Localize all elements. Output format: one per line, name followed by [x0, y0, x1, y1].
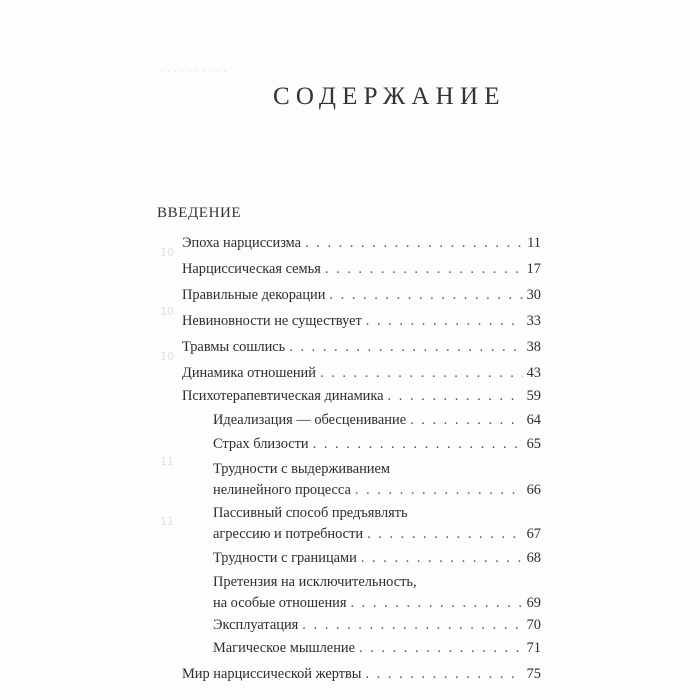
show-through-text: 10	[160, 350, 174, 363]
dot-leader	[361, 548, 523, 569]
toc-entry-title: Идеализация — обесценивание	[213, 412, 407, 428]
toc-entry-title: Эксплуатация	[213, 617, 299, 633]
toc-subentry[interactable]	[213, 548, 541, 569]
toc-entry[interactable]	[182, 386, 541, 407]
toc-entry-title: Страх близости	[213, 436, 309, 452]
toc-entry-page: 70	[526, 617, 541, 633]
dot-leader	[320, 363, 523, 384]
toc-entry-title: Нарциссическая семья	[182, 261, 321, 277]
dot-leader	[329, 285, 522, 306]
toc-entry-title: на особые отношения	[213, 595, 347, 611]
show-through-text: 11	[160, 455, 174, 468]
toc-entry[interactable]	[182, 311, 541, 332]
toc-entry-page: 65	[526, 436, 541, 452]
toc-entry-title: Невиновности не существует	[182, 313, 362, 329]
toc-entry-title: Динамика отношений	[182, 365, 316, 381]
toc-entry-page: 66	[526, 482, 541, 498]
dot-leader	[305, 233, 523, 254]
toc-subentry[interactable]	[213, 459, 541, 501]
toc-subentry[interactable]	[213, 615, 541, 636]
toc-subentry[interactable]	[213, 638, 541, 659]
toc-entry-title: нелинейного процесса	[213, 482, 351, 498]
toc-entry[interactable]	[182, 363, 541, 384]
toc-entry-page: 11	[527, 235, 541, 251]
page-title: СОДЕРЖАНИЕ	[273, 83, 506, 110]
toc-subentry[interactable]	[213, 410, 541, 431]
toc-entry-page: 33	[526, 313, 541, 329]
section-heading: ВВЕДЕНИЕ	[157, 205, 242, 221]
toc-entry-page: 68	[526, 550, 541, 566]
toc-entry[interactable]	[182, 285, 541, 306]
toc-entry-page: 38	[526, 339, 541, 355]
dot-leader	[313, 434, 523, 455]
toc-subentry[interactable]	[213, 503, 541, 545]
dot-leader	[302, 615, 522, 636]
toc-subentry[interactable]	[213, 434, 541, 455]
dot-leader	[367, 524, 523, 545]
dot-leader	[350, 593, 522, 614]
toc-entry-page: 75	[526, 666, 541, 682]
toc-entry-title: агрессию и потребности	[213, 526, 364, 542]
toc-entry-page: 59	[526, 388, 541, 404]
toc-entry-title: Трудности с границами	[213, 550, 357, 566]
toc-entry-title-line: Пассивный способ предъявлять	[213, 505, 408, 521]
toc-entry-page: 71	[526, 640, 541, 656]
toc-entry-page: 17	[526, 261, 541, 277]
show-through-text: 10	[160, 305, 174, 318]
dot-leader	[365, 664, 522, 685]
toc-entry-title-line: Трудности с выдерживанием	[213, 461, 390, 477]
toc-entry-title: Эпоха нарциссизма	[182, 235, 302, 251]
dot-leader	[359, 638, 523, 659]
toc-entry-page: 43	[526, 365, 541, 381]
toc-entry-page: 64	[526, 412, 541, 428]
toc-entry-page: 30	[526, 287, 541, 303]
toc-entry[interactable]	[182, 259, 541, 280]
show-through-text: 10	[160, 246, 174, 259]
dot-leader	[366, 311, 523, 332]
toc-entry[interactable]	[182, 664, 541, 685]
dot-leader	[388, 386, 523, 407]
toc-entry-title: Мир нарциссической жертвы	[182, 666, 362, 682]
toc-entry-page: 67	[526, 526, 541, 542]
toc-entry-title: Магическое мышление	[213, 640, 355, 656]
toc-entry[interactable]	[182, 233, 541, 254]
toc-entry[interactable]	[182, 337, 541, 358]
toc-entry-page: 69	[526, 595, 541, 611]
dot-leader	[289, 337, 522, 358]
toc-subentry[interactable]	[213, 572, 541, 614]
dot-leader	[325, 259, 523, 280]
show-through-text: . . . . . . . . . .	[160, 62, 227, 75]
toc-entry-title-line: Претензия на исключительность,	[213, 574, 417, 590]
show-through-text: 11	[160, 515, 174, 528]
dot-leader	[410, 410, 523, 431]
toc-entry-title: Правильные декорации	[182, 287, 326, 303]
toc-entry-title: Травмы сошлись	[182, 339, 286, 355]
dot-leader	[355, 480, 523, 501]
toc-entry-title: Психотерапевтическая динамика	[182, 388, 384, 404]
